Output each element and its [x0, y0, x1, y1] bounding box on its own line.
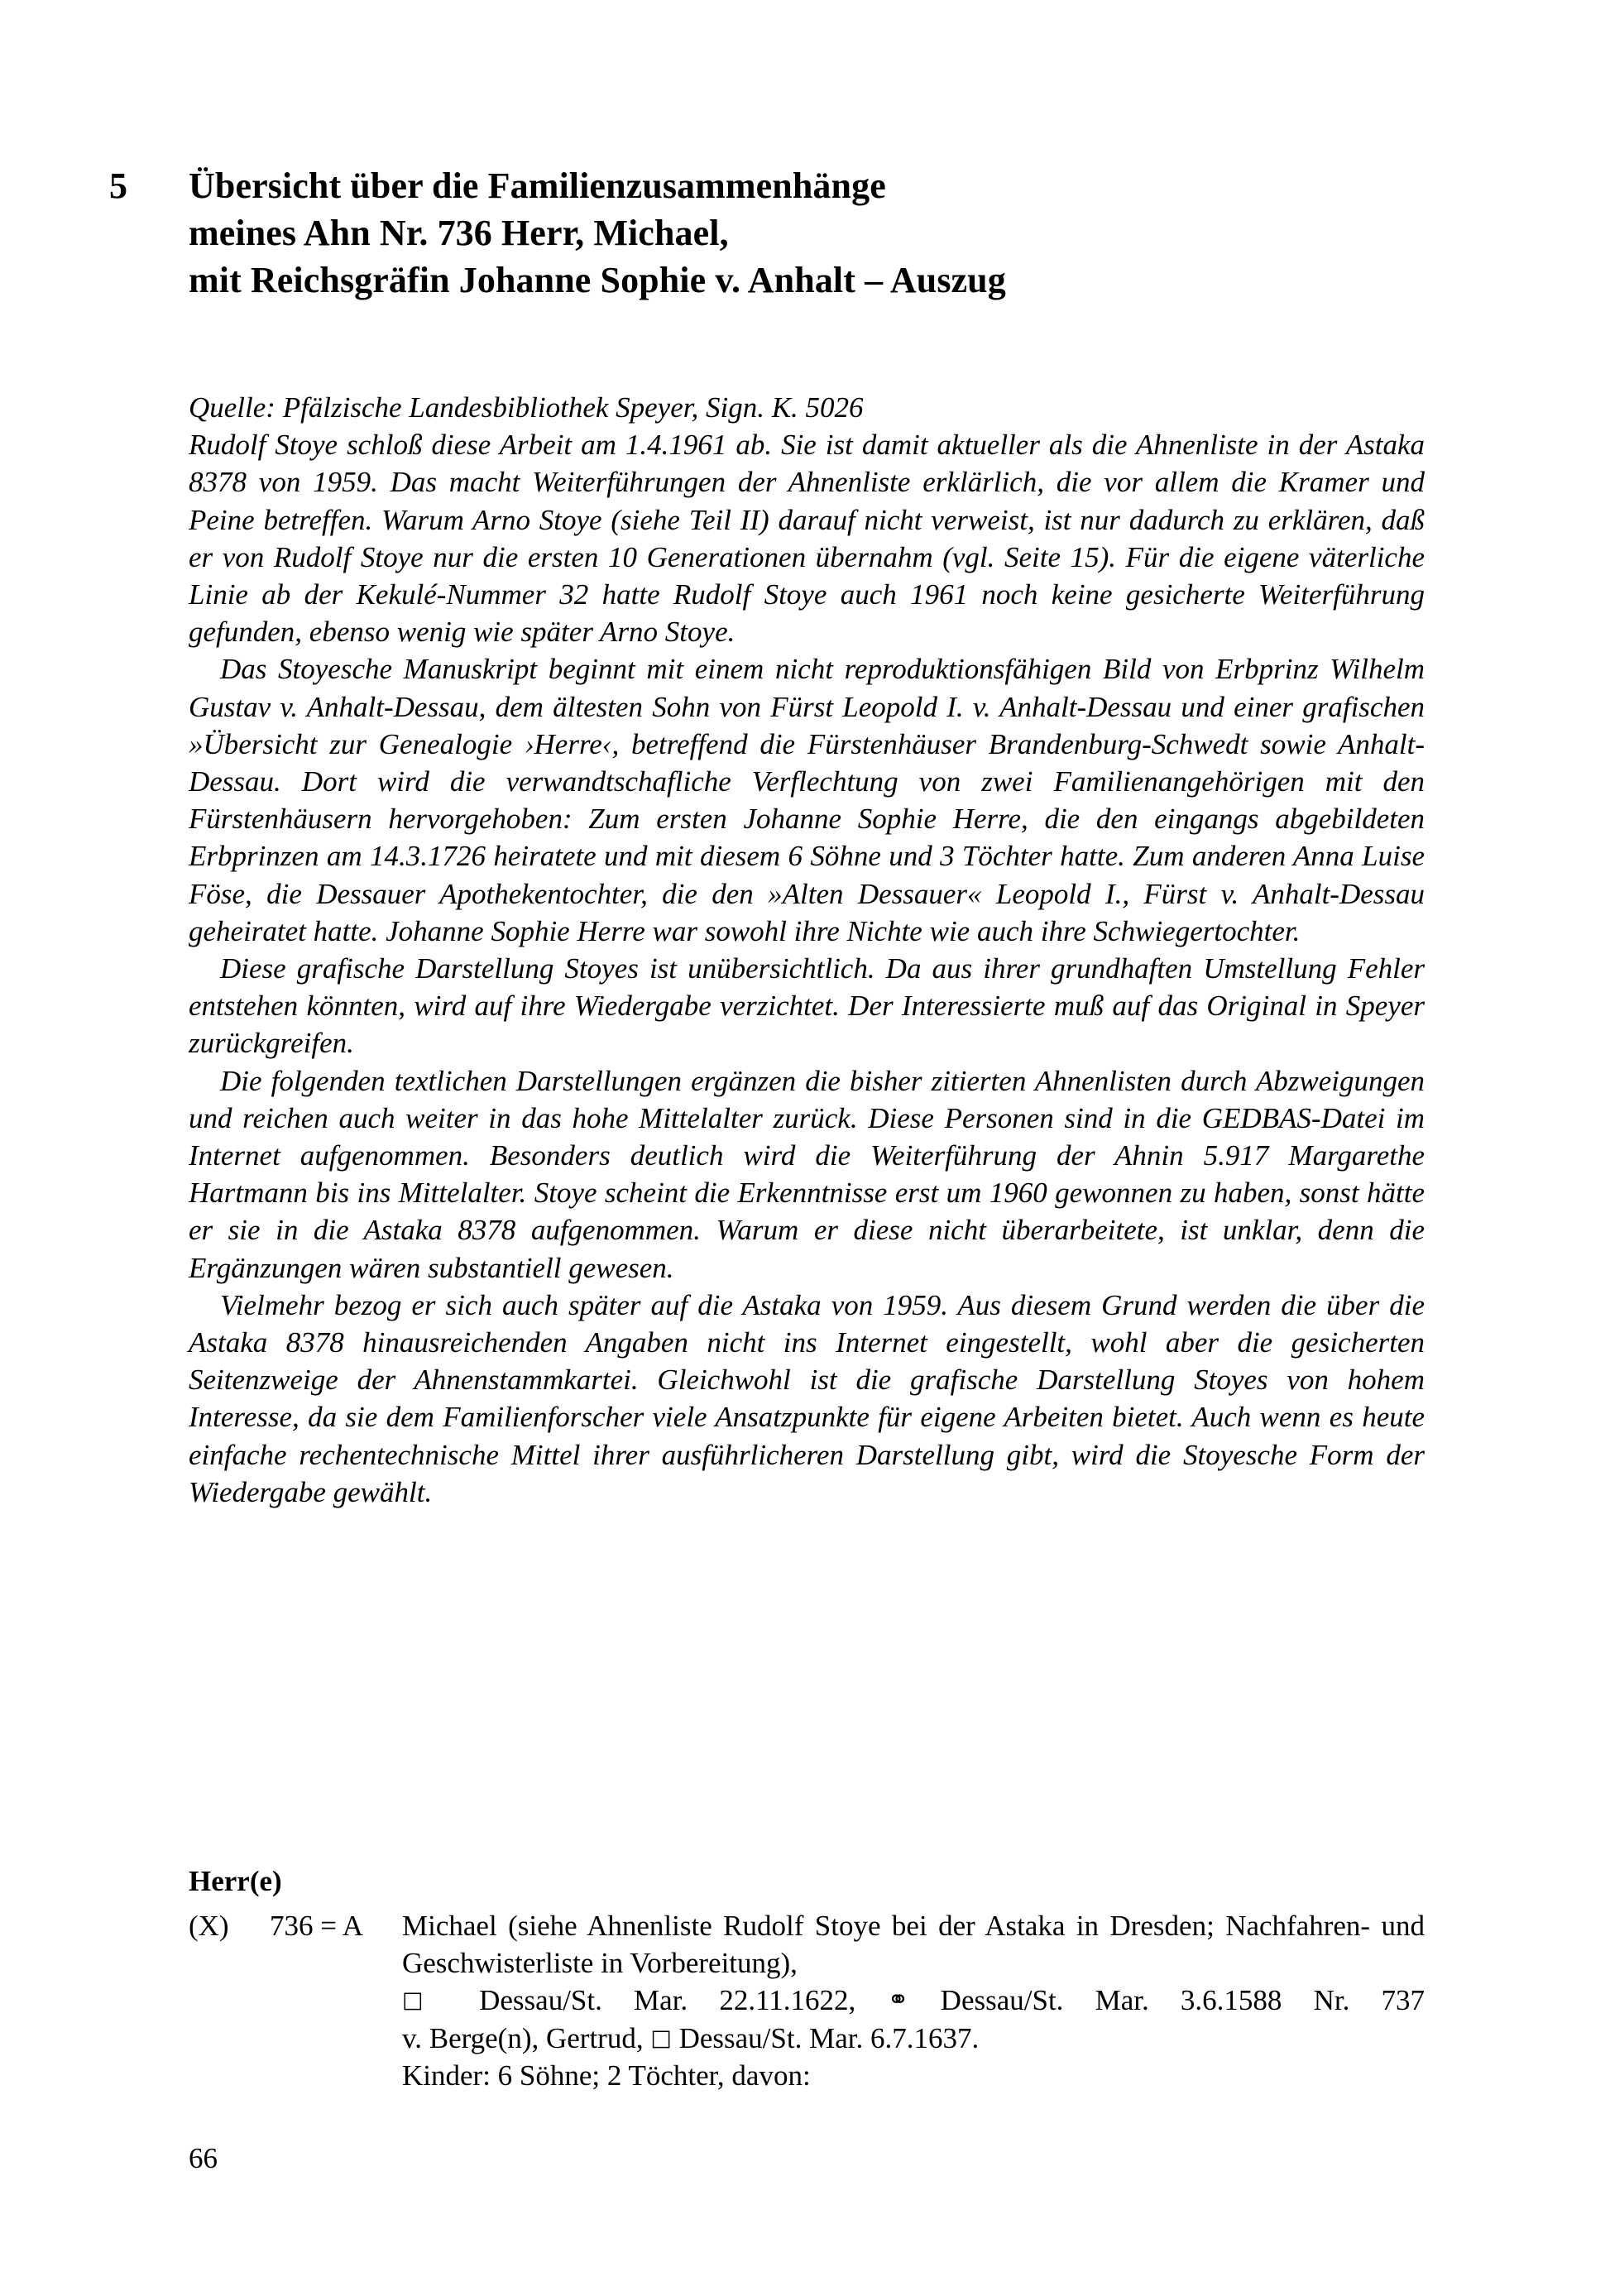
chapter-title-line-2: meines Ahn Nr. 736 Herr, Michael, — [189, 213, 729, 253]
chapter-title — [109, 162, 1430, 304]
body-paragraph-1: Rudolf Stoye schloß diese Arbeit am 1.4.1961 ab. Sie ist damit aktueller als die Ahnenliste in der Astaka 8378 von 1959. Das macht Weiterführungen der Ahnenliste erklärlich, die vor allem die Kramer und Peine betreffen. Warum Arno Stoye (siehe Teil II) darauf nicht verweist, ist nur dadurch zu erklären, daß er von Rudolf Stoye nur die ersten 10 Generationen übernahm (vgl. Seite 15). Für die eigene väterliche Linie ab der Kekulé-Nummer 32 hatte Rudolf Stoye auch 1961 noch keine gesicherte Weiterführung gefunden, ebenso wenig wie später Arno Stoye. — [189, 429, 1425, 649]
page-number: 66 — [189, 2142, 218, 2174]
entry-kekule-number: 736 = A — [270, 1910, 364, 1942]
body-paragraph-4: Die folgenden textlichen Darstellungen ergänzen die bisher zitierten Ahnenlisten durch Abzweigungen und reichen auch weiter in das hohe Mittelalter zurück. Diese Personen sind in die GEDBAS-Datei im Internet aufgenommen. Besonders deutlich wird die Weiterführung der Ahnin 5.917 Margarethe Hartmann bis ins Mittelalter. Stoye scheint die Erkenntnisse erst um 1960 gewonnen zu haben, sonst hätte er sie in die Astaka 8378 aufgenommen. Warum er diese nicht überarbeitete, ist unklar, denn die Ergänzungen wären substantiell gewesen. — [189, 1064, 1425, 1284]
spouse-burial-symbol-icon: □ — [650, 2025, 672, 2051]
spouse-name: v. Berge(n), Gertrud, — [402, 2021, 644, 2054]
genealogy-entry — [189, 1907, 1425, 2094]
marriage-symbol-icon: ⚭ — [887, 1985, 909, 2016]
entry-spouse-row — [402, 2020, 1425, 2057]
genealogy-heading: Herr(e) — [189, 1865, 282, 1897]
spouse-burial-record: Dessau/St. Mar. 6.7.1637. — [678, 2021, 980, 2054]
body-paragraph-3: Diese grafische Darstellung Stoyes ist unübersichtlich. Da aus ihrer grundhaften Umstellung Fehler entstehen könnten, wird auf ihre Wiedergabe verzichtet. Der Interessierte muß auf das Original in Speyer zurückgreifen. — [189, 952, 1425, 1060]
chapter-title-line-3: mit Reichsgräfin Johanne Sophie v. Anhalt – Auszug — [189, 260, 1006, 300]
chapter-number: 5 — [109, 165, 127, 206]
body-paragraph-2: Das Stoyesche Manuskript beginnt mit einem nicht reproduktionsfähigen Bild von Erbprinz Wilhelm Gustav v. Anhalt-Dessau, dem ältesten Sohn von Fürst Leopold I. v. Anhalt-Dessau und einer grafischen »Übersicht zur Genealogie ›Herre‹, betreffend die Fürstenhäuser Brandenburg-Schwedt sowie Anhalt-Dessau. Dort wird die verwandtschafliche Verflechtung von zwei Familienangehörigen mit den Fürstenhäusern hervorgehoben: Zum ersten Johanne Sophie Herre, die den eingangs abgebildeten Erbprinzen am 14.3.1726 heiratete und mit diesem 6 Söhne und 3 Töchter hatte. Zum anderen Anna Luise Föse, die Dessauer Apothekentochter, die den »Alten Dessauer« Leopold I., Fürst v. Anhalt-Dessau geheiratet hatte. Johanne Sophie Herre war sowohl ihre Nichte wie auch ihre Schwiegertochter. — [189, 653, 1425, 947]
burial-record: Dessau/St. Mar. 22.11.1622, — [479, 1984, 856, 2017]
marriage-record: Dessau/St. Mar. 3.6.1588 Nr. 737 — [940, 1984, 1426, 2017]
entry-vital-records — [402, 1982, 1425, 2019]
chapter-title-line-1: Übersicht über die Familienzusammenhänge — [189, 165, 886, 206]
entry-flag: (X) — [189, 1910, 229, 1942]
body-paragraph-5: Vielmehr bezog er sich auch später auf die Astaka von 1959. Aus diesem Grund werden die über die Astaka 8378 hinausreichenden Angaben nicht ins Internet eingestellt, wohl aber die gesicherten Seitenzweige der Ahnenstammkartei. Gleichwohl ist die grafische Darstellung Stoyes von hohem Interesse, da sie dem Familienforscher viele Ansatzpunkte für eigene Arbeiten bietet. Auch wenn es heute einfache rechentechnische Mittel ihrer ausführlicheren Darstellung gibt, wird die Stoyesche Form der Wiedergabe gewählt. — [189, 1288, 1425, 1508]
source-citation: Quelle: Pfälzische Landesbibliothek Speyer, Sign. K. 5026 — [189, 391, 864, 424]
burial-symbol-icon: □ — [402, 1987, 448, 2014]
entry-main-row — [189, 1907, 1425, 1982]
entry-person-name: Michael (siehe Ahnenliste Rudolf Stoye bei der Astaka in Dresden; Nachfahren- und Geschwisterliste in Vorbereitung), — [402, 1910, 1425, 1980]
entry-children-line: Kinder: 6 Söhne; 2 Töchter, davon: — [402, 2059, 811, 2092]
body-text — [189, 389, 1425, 1511]
